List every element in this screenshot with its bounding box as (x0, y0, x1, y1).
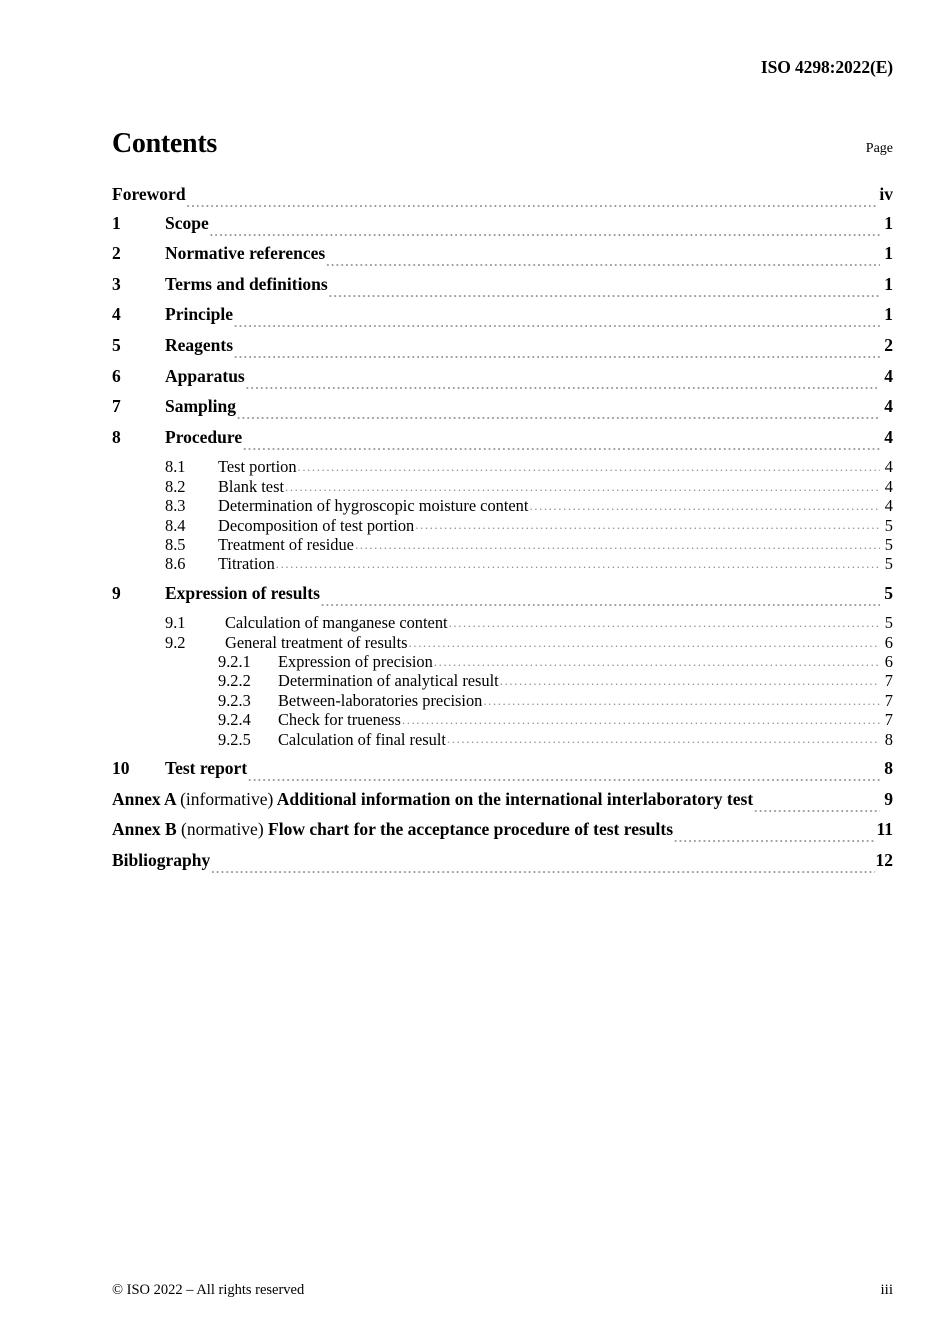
toc-entry-number: 6 (112, 365, 121, 386)
toc-page-number: 4 (884, 457, 893, 477)
toc-page-number: 8 (884, 729, 893, 749)
dot-leader (449, 616, 880, 632)
dot-leader (329, 285, 880, 303)
toc-entry-title: Check for trueness (278, 710, 401, 730)
toc-entry-number: 8.6 (165, 554, 186, 574)
toc-page-number: 4 (884, 426, 893, 447)
toc-page-number: 11 (876, 819, 893, 840)
toc-entry-title: Decomposition of test portion (218, 515, 415, 535)
toc-entry[interactable] (112, 427, 893, 456)
toc-page-number: 4 (884, 476, 893, 496)
toc-entry-number: 10 (112, 758, 130, 779)
toc-page-number: 5 (884, 554, 893, 574)
toc-page-number: 1 (884, 243, 893, 264)
page-footer (112, 1282, 893, 1299)
toc-entry-number: 3 (112, 273, 121, 294)
dot-leader (237, 407, 880, 425)
toc-entry[interactable] (112, 554, 893, 573)
toc-entry-number: 8.1 (165, 457, 186, 477)
toc-page-number: 7 (884, 690, 893, 710)
toc-entry[interactable] (112, 366, 893, 395)
toc-entry-title: Procedure (165, 426, 243, 447)
toc-annex-title (112, 819, 673, 840)
dot-leader (355, 538, 880, 554)
toc-entry[interactable] (112, 184, 893, 213)
toc-entry-title: Expression of precision (278, 652, 433, 672)
toc-entry-title: Apparatus (165, 365, 245, 386)
toc-page-number: 6 (884, 652, 893, 672)
toc-page-number: 1 (884, 212, 893, 233)
toc-entry-title: Normative references (165, 243, 326, 264)
toc-entry[interactable] (112, 213, 893, 242)
toc-entry[interactable] (112, 758, 893, 787)
toc-entry-number: 1 (112, 212, 121, 233)
toc-entry-title: Treatment of residue (218, 534, 354, 554)
page-title: Contents (112, 128, 217, 159)
dot-leader (246, 377, 880, 395)
dot-leader (298, 460, 880, 476)
dot-leader (285, 480, 880, 496)
toc-entry-title: Blank test (218, 476, 285, 496)
toc-entry[interactable] (112, 274, 893, 303)
toc-entry-title: Test report (165, 758, 248, 779)
dot-leader (409, 636, 881, 652)
dot-leader (754, 800, 880, 818)
dot-leader (434, 655, 880, 671)
dot-leader (234, 315, 880, 333)
dot-leader (529, 499, 880, 515)
toc-page-number: 1 (884, 304, 893, 325)
toc-entry[interactable] (112, 304, 893, 333)
toc-entry-number: 9 (112, 582, 121, 603)
toc-entry-title: Between-laboratories precision (278, 690, 483, 710)
toc-entry-title: Calculation of final result (278, 729, 446, 749)
toc-entry[interactable] (112, 396, 893, 425)
toc-entry-number: 2 (112, 243, 121, 264)
toc-entry[interactable] (112, 477, 893, 496)
annex-title-text: Additional information on the international interlaboratory test (276, 788, 754, 809)
toc-entry-number: 5 (112, 334, 121, 355)
toc-entry-number: 8.4 (165, 515, 186, 535)
toc-entry[interactable] (112, 671, 893, 690)
toc-page-number: 6 (884, 632, 893, 652)
toc-page-number: 5 (884, 613, 893, 633)
annex-qualifier: (informative) (180, 788, 274, 809)
toc-annex-entry[interactable] (112, 819, 893, 848)
dot-leader (276, 557, 880, 573)
toc-entry-number: 9.2.5 (218, 729, 251, 749)
footer-page-number: iii (880, 1282, 893, 1298)
toc-entry-number: 8 (112, 426, 121, 447)
toc-entry-title: Bibliography (112, 849, 211, 870)
toc-page-number: 2 (884, 334, 893, 355)
toc-entry-title: Reagents (165, 334, 234, 355)
dot-leader (211, 861, 874, 879)
toc-entry-number: 4 (112, 304, 121, 325)
dot-leader (402, 713, 880, 729)
toc-annex-entry[interactable] (112, 789, 893, 818)
toc-entry-title: Titration (218, 554, 275, 574)
toc-entry-title: Principle (165, 304, 234, 325)
toc-entry[interactable] (112, 691, 893, 710)
toc-entry-title: Sampling (165, 396, 236, 417)
dot-leader (447, 733, 880, 749)
toc-page-number: 7 (884, 671, 893, 691)
toc-entry-title: Determination of hygroscopic moisture content (218, 496, 529, 516)
toc-page-number: 1 (884, 273, 893, 294)
toc-page-number: 5 (884, 515, 893, 535)
annex-title-text: Flow chart for the acceptance procedure of test results (268, 819, 674, 840)
toc-entry-title: Scope (165, 212, 209, 233)
dot-leader (243, 438, 880, 456)
toc-page-number: 4 (884, 496, 893, 516)
toc-page-number: 5 (884, 534, 893, 554)
table-of-contents (112, 184, 893, 878)
toc-entry[interactable] (112, 457, 893, 476)
toc-page-number: 7 (884, 710, 893, 730)
toc-entry-title: Terms and definitions (165, 273, 328, 294)
toc-bibliography-entry[interactable] (112, 850, 893, 879)
annex-qualifier: (normative) (181, 819, 264, 840)
toc-page-number: iv (879, 184, 893, 204)
toc-page-number: 12 (875, 849, 893, 870)
dot-leader (326, 254, 880, 272)
toc-entry-number: 9.2 (165, 632, 186, 652)
dot-leader (248, 769, 880, 787)
toc-entry-number: 7 (112, 396, 121, 417)
toc-entry-number: 9.2.3 (218, 690, 251, 710)
toc-entry-number: 8.3 (165, 496, 186, 516)
dot-leader (187, 195, 879, 213)
toc-entry-title: Calculation of manganese content (225, 613, 448, 633)
toc-page-number: 8 (884, 758, 893, 779)
toc-entry[interactable] (112, 535, 893, 554)
page-column-label: Page (865, 141, 893, 156)
annex-label: Annex B (112, 819, 177, 840)
toc-entry-title: Expression of results (165, 582, 320, 603)
toc-entry-title: General treatment of results (225, 632, 408, 652)
copyright-notice: © ISO 2022 – All rights reserved (112, 1282, 305, 1298)
toc-page-number: 4 (884, 365, 893, 386)
toc-entry[interactable] (112, 496, 893, 515)
dot-leader (500, 674, 880, 690)
toc-entry-number: 9.2.1 (218, 652, 251, 672)
dot-leader (210, 224, 880, 242)
toc-entry-number: 9.2.2 (218, 671, 251, 691)
toc-entry-number: 9.1 (165, 613, 186, 633)
toc-entry[interactable] (112, 730, 893, 749)
toc-entry-title: Determination of analytical result (278, 671, 499, 691)
toc-entry[interactable] (112, 243, 893, 272)
toc-entry[interactable] (112, 335, 893, 364)
toc-page-number: 9 (884, 788, 893, 809)
dot-leader (234, 346, 880, 364)
dot-leader (674, 830, 875, 848)
dot-leader (483, 694, 880, 710)
document-identifier: ISO 4298:2022(E) (760, 57, 893, 77)
toc-annex-title (112, 789, 753, 810)
toc-entry-title: Test portion (218, 457, 297, 477)
annex-label: Annex A (112, 788, 176, 809)
dot-leader (415, 519, 880, 535)
toc-entry-title: Foreword (112, 184, 186, 204)
toc-entry[interactable] (112, 633, 893, 652)
toc-entry[interactable] (112, 652, 893, 671)
toc-page-number: 4 (884, 396, 893, 417)
toc-entry-number: 9.2.4 (218, 710, 251, 730)
toc-entry[interactable] (112, 613, 893, 632)
toc-entry-number: 8.5 (165, 534, 186, 554)
toc-entry-number: 8.2 (165, 476, 186, 496)
toc-page-number: 5 (884, 582, 893, 603)
contents-header (112, 130, 893, 158)
toc-entry[interactable] (112, 583, 893, 612)
toc-entry[interactable] (112, 710, 893, 729)
dot-leader (321, 594, 880, 612)
toc-entry[interactable] (112, 516, 893, 535)
